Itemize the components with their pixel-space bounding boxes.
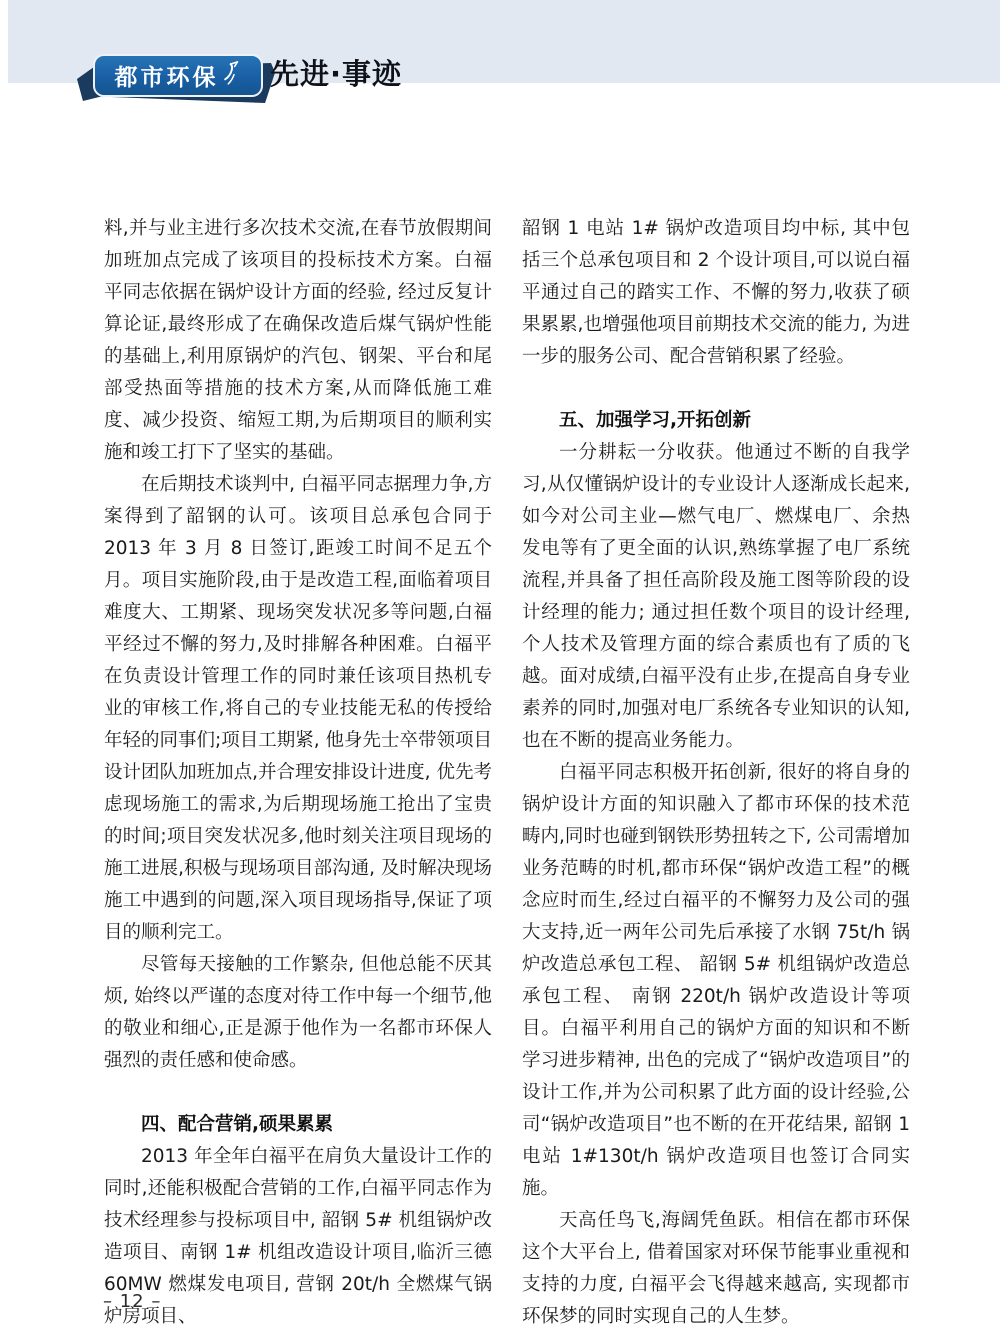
section-heading-4: 四、配合营销,硕果累累 (141, 1114, 334, 1135)
article-column-right (522, 213, 910, 1324)
paragraph: 白福平同志积极开拓创新, 很好的将自身的锅炉设计方面的知识融入了都市环保的技术范畴内,同时也碰到钢铁形势扭转之下, 公司需增加业务范畴的时机,都市环保“锅炉改造工程”的概念应时而生,经过白福平的不懈努力及公司的强大支持,近一两年公司先后承接了水钢 75t/h 锅炉改造总承包工程、 韶钢 5# 机组锅炉改造总承包工程、 南钢 220t/h 锅炉改造设计等项目。白福平利用自己的锅炉方面的知识和不断学习进步精神, 出色的完成了“锅炉改造项目”的设计工作,并为公司积累了此方面的设计经验,公司“锅炉改造项目”也不断的在开花结果, 韶钢 1 电站 1#130t/h 锅炉改造项目也签订合同实施。 (522, 762, 910, 1199)
paragraph: 在后期技术谈判中, 白福平同志据理力争,方案得到了韶钢的认可。该项目总承包合同于 2013 年 3 月 8 日签订,距竣工时间不足五个月。项目实施阶段,由于是改造工程,面临着项目难度大、工期紧、现场突发状况多等问题,白福平经过不懈的努力,及时排解各种困难。白福平在负责设计管理工作的同时兼任该项目热机专业的审核工作,将自己的专业技能无私的传授给年轻的同事们;项目工期紧, 他身先士卒带领项目设计团队加班加点,并合理安排设计进度, 优先考虑现场施工的需求,为后期现场施工抢出了宝贵的时间;项目突发状况多,他时刻关注项目现场的施工进展,积极与现场项目部沟通, 及时解决现场施工中遇到的问题,深入项目现场指导,保证了项目的顺利完工。 (104, 474, 492, 943)
flying-figure-icon (221, 60, 242, 91)
paragraph: 尽管每天接触的工作繁杂, 但他总能不厌其烦, 始终以严谨的态度对待工作中每一个细节,他的敬业和细心,正是源于他作为一名都市环保人强烈的责任感和使命感。 (104, 954, 492, 1071)
section-heading-5: 五、加强学习,开拓创新 (559, 410, 752, 431)
paragraph: 一分耕耘一分收获。他通过不断的自我学习,从仅懂锅炉设计的专业设计人逐渐成长起来, 如今对公司主业—燃气电厂、燃煤电厂、余热发电等有了更全面的认识,熟练掌握了电厂系统流程,并具备了担任高阶段及施工图等阶段的设计经理的能力; 通过担任数个项目的设计经理, 个人技术及管理方面的综合素质也有了质的飞越。面对成绩,白福平没有止步,在提高自身专业素养的同时,加强对电厂系统各专业知识的认知,也在不断的提高业务能力。 (522, 442, 910, 751)
paragraph: 韶钢 1 电站 1# 锅炉改造项目均中标, 其中包括三个总承包项目和 2 个设计项目,可以说白福平通过自己的踏实工作、不懈的努力,收获了硕果累累,也增强他项目前期技术交流的能力, 为进一步的服务公司、配合营销积累了经验。 (522, 218, 910, 367)
brand-logo-text: 都市环保 (114, 65, 219, 91)
paragraph: 2013 年全年白福平在肩负大量设计工作的同时,还能积极配合营销的工作,白福平同志作为技术经理参与投标项目中, 韶钢 5# 机组锅炉改造项目、南钢 1# 机组改造设计项目,临沂三德 60MW 燃煤发电项目, 营钢 20t/h 全燃煤气锅炉房项目、 (104, 1146, 492, 1324)
brand-logo (93, 54, 263, 97)
article-column-left (104, 213, 492, 1324)
paragraph: 料,并与业主进行多次技术交流,在春节放假期间加班加点完成了该项目的投标技术方案。白福平同志依据在锅炉设计方面的经验, 经过反复计算论证,最终形成了在确保改造后煤气锅炉性能的基础上,利用原锅炉的汽包、钢架、平台和尾部受热面等措施的技术方案,从而降低施工难度、减少投资、缩短工期,为后期项目的顺利实施和竣工打下了坚实的基础。 (104, 218, 492, 463)
section-tag: 先进·事迹 (270, 57, 403, 91)
page-number: – 12 – (103, 1291, 162, 1312)
paragraph: 天高任鸟飞,海阔凭鱼跃。相信在都市环保这个大平台上, 借着国家对环保节能事业重视和支持的力度, 白福平会飞得越来越高, 实现都市环保梦的同时实现自己的人生梦。 (522, 1210, 910, 1324)
